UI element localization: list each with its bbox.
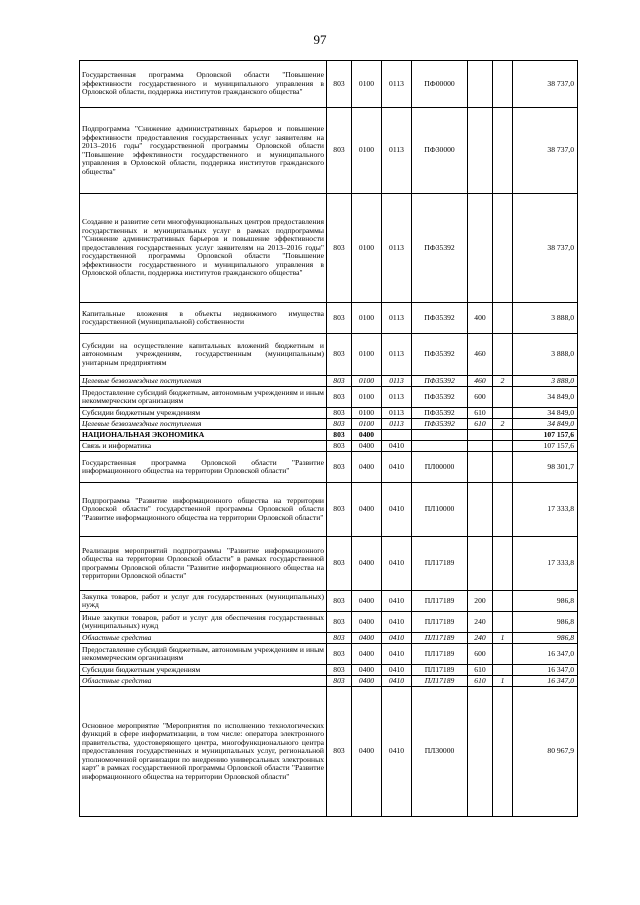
table-row [80, 419, 578, 430]
amount-cell: 107 157,6 [513, 430, 578, 441]
target-article-cell: ПЛ17189 [412, 633, 468, 644]
row-description: Субсидии бюджетным учреждениям [80, 408, 327, 419]
target-article-cell: ПФ35392 [412, 303, 468, 334]
subsection-code-cell: 0113 [382, 334, 412, 376]
subsection-code-cell: 0410 [382, 612, 412, 633]
amount-cell: 17 333,8 [513, 537, 578, 591]
table-row [80, 676, 578, 687]
table-row [80, 633, 578, 644]
section-code-cell: 0400 [352, 430, 382, 441]
source-cell [493, 483, 513, 537]
section-code-cell: 0100 [352, 419, 382, 430]
amount-cell: 34 849,0 [513, 387, 578, 408]
section-code-cell: 0100 [352, 194, 382, 303]
page-number: 97 [313, 32, 327, 47]
amount-cell: 986,8 [513, 591, 578, 612]
section-code-cell: 0400 [352, 644, 382, 665]
admin-code-cell: 803 [327, 452, 352, 483]
source-cell: 2 [493, 376, 513, 387]
amount-cell: 16 347,0 [513, 676, 578, 687]
row-description: Создание и развитие сети многофункциональных центров предоставления государственных и муниципальных услуг в рамках подпрограммы "Снижение административных барьеров и повышение эффективности предоставления государственных услуг заявителям на 2013–2016 годы" государственной программы Орловской области "Повышение эффективности государственного и муниципального управления в Орловской области, поддержка институтов гражданского общества" [80, 194, 327, 303]
target-article-cell: ПЛ17189 [412, 612, 468, 633]
row-description: Областные средства [80, 633, 327, 644]
amount-cell: 3 888,0 [513, 376, 578, 387]
row-description: Предоставление субсидий бюджетным, автономным учреждениям и иным некоммерческим организациям [80, 387, 327, 408]
section-code-cell: 0400 [352, 537, 382, 591]
source-cell: 1 [493, 676, 513, 687]
amount-cell: 3 888,0 [513, 334, 578, 376]
expense-type-cell [468, 194, 493, 303]
amount-cell: 16 347,0 [513, 665, 578, 676]
admin-code-cell: 803 [327, 387, 352, 408]
expense-type-cell: 610 [468, 676, 493, 687]
amount-cell: 34 849,0 [513, 408, 578, 419]
admin-code-cell: 803 [327, 441, 352, 452]
row-description: Государственная программа Орловской области "Развитие информационного общества на территории Орловской области" [80, 452, 327, 483]
table-row [80, 430, 578, 441]
section-code-cell: 0400 [352, 633, 382, 644]
target-article-cell [412, 430, 468, 441]
expense-type-cell: 240 [468, 612, 493, 633]
section-code-cell: 0100 [352, 334, 382, 376]
target-article-cell: ПФ35392 [412, 334, 468, 376]
admin-code-cell: 803 [327, 687, 352, 817]
source-cell [493, 108, 513, 194]
subsection-code-cell: 0410 [382, 687, 412, 817]
source-cell [493, 303, 513, 334]
table-row [80, 108, 578, 194]
section-code-cell: 0100 [352, 376, 382, 387]
source-cell [493, 687, 513, 817]
admin-code-cell: 803 [327, 303, 352, 334]
amount-cell: 986,8 [513, 633, 578, 644]
subsection-code-cell: 0113 [382, 61, 412, 108]
row-description: Целевые безвозмездные поступления [80, 376, 327, 387]
admin-code-cell: 803 [327, 537, 352, 591]
table-row [80, 303, 578, 334]
admin-code-cell: 803 [327, 483, 352, 537]
subsection-code-cell: 0410 [382, 441, 412, 452]
table-row [80, 483, 578, 537]
subsection-code-cell: 0113 [382, 387, 412, 408]
table-row [80, 387, 578, 408]
expense-type-cell [468, 687, 493, 817]
amount-cell: 17 333,8 [513, 483, 578, 537]
amount-cell: 3 888,0 [513, 303, 578, 334]
table-row [80, 376, 578, 387]
expense-type-cell [468, 441, 493, 452]
row-description: Основное мероприятие "Мероприятия по исполнению технологических функций в сфере информатизации, в том числе: оператора электронного правительства, удостоверяющего центра, многофункционального центра предоставления государственных и муниципальных услуг, региональной уполномоченной организации по внедрению универсальных электронных карт" в рамках государственной программы Орловской области "Развитие информационного общества на территории Орловской области" [80, 687, 327, 817]
amount-cell: 986,8 [513, 612, 578, 633]
section-code-cell: 0400 [352, 687, 382, 817]
amount-cell: 16 347,0 [513, 644, 578, 665]
section-code-cell: 0400 [352, 676, 382, 687]
amount-cell: 38 737,0 [513, 61, 578, 108]
expense-type-cell: 610 [468, 665, 493, 676]
admin-code-cell: 803 [327, 644, 352, 665]
source-cell [493, 194, 513, 303]
row-description: Подпрограмма "Развитие информационного общества на территории Орловской области" государственной программы Орловской области "Развитие информационного общества на территории Орловской области" [80, 483, 327, 537]
section-code-cell: 0100 [352, 408, 382, 419]
section-code-cell: 0400 [352, 452, 382, 483]
row-description: Субсидии на осуществление капитальных вложений бюджетным и автономным учреждениям, государственным (муниципальным) унитарным предприятиям [80, 334, 327, 376]
target-article-cell: ПФ35392 [412, 419, 468, 430]
source-cell [493, 334, 513, 376]
table-row [80, 452, 578, 483]
source-cell [493, 387, 513, 408]
subsection-code-cell: 0410 [382, 483, 412, 537]
section-code-cell: 0400 [352, 483, 382, 537]
source-cell [493, 452, 513, 483]
amount-cell: 107 157,6 [513, 441, 578, 452]
admin-code-cell: 803 [327, 612, 352, 633]
row-description: Государственная программа Орловской области "Повышение эффективности государственного и муниципального управления в Орловской области, поддержка институтов гражданского общества" [80, 61, 327, 108]
source-cell [493, 61, 513, 108]
target-article-cell: ПФ35392 [412, 194, 468, 303]
table-row [80, 61, 578, 108]
section-code-cell: 0100 [352, 303, 382, 334]
subsection-code-cell: 0410 [382, 644, 412, 665]
admin-code-cell: 803 [327, 334, 352, 376]
expense-type-cell [468, 452, 493, 483]
row-description: Областные средства [80, 676, 327, 687]
row-description: Субсидии бюджетным учреждениям [80, 665, 327, 676]
source-cell [493, 430, 513, 441]
target-article-cell: ПЛ17189 [412, 591, 468, 612]
target-article-cell [412, 441, 468, 452]
target-article-cell: ПЛ17189 [412, 676, 468, 687]
expense-type-cell: 610 [468, 408, 493, 419]
section-code-cell: 0400 [352, 591, 382, 612]
table-row [80, 441, 578, 452]
section-code-cell: 0100 [352, 387, 382, 408]
expense-type-cell: 610 [468, 419, 493, 430]
subsection-code-cell: 0113 [382, 376, 412, 387]
subsection-code-cell: 0410 [382, 537, 412, 591]
subsection-code-cell: 0113 [382, 419, 412, 430]
target-article-cell: ПЛ00000 [412, 452, 468, 483]
row-description: Связь и информатика [80, 441, 327, 452]
expense-type-cell [468, 61, 493, 108]
subsection-code-cell: 0410 [382, 676, 412, 687]
expense-type-cell [468, 483, 493, 537]
row-description: НАЦИОНАЛЬНАЯ ЭКОНОМИКА [80, 430, 327, 441]
target-article-cell: ПФ00000 [412, 61, 468, 108]
table-row [80, 612, 578, 633]
expense-type-cell [468, 108, 493, 194]
source-cell [493, 665, 513, 676]
row-description: Реализация мероприятий подпрограммы "Развитие информационного общества на территории Орловской области" в рамках государственной программы Орловской области "Развитие информационного общества на территории Орловской области" [80, 537, 327, 591]
admin-code-cell: 803 [327, 108, 352, 194]
row-description: Иные закупки товаров, работ и услуг для обеспечения государственных (муниципальных) нужд [80, 612, 327, 633]
admin-code-cell: 803 [327, 676, 352, 687]
source-cell [493, 441, 513, 452]
admin-code-cell: 803 [327, 591, 352, 612]
table-row [80, 334, 578, 376]
table-row [80, 537, 578, 591]
expense-type-cell: 200 [468, 591, 493, 612]
expense-type-cell: 400 [468, 303, 493, 334]
table-row [80, 644, 578, 665]
expense-type-cell [468, 430, 493, 441]
amount-cell: 34 849,0 [513, 419, 578, 430]
expense-type-cell: 460 [468, 334, 493, 376]
target-article-cell: ПФ30000 [412, 108, 468, 194]
expense-type-cell: 600 [468, 387, 493, 408]
subsection-code-cell [382, 430, 412, 441]
section-code-cell: 0400 [352, 665, 382, 676]
source-cell: 2 [493, 419, 513, 430]
target-article-cell: ПФ35392 [412, 408, 468, 419]
admin-code-cell: 803 [327, 430, 352, 441]
expense-type-cell: 240 [468, 633, 493, 644]
subsection-code-cell: 0113 [382, 108, 412, 194]
admin-code-cell: 803 [327, 633, 352, 644]
target-article-cell: ПЛ17189 [412, 665, 468, 676]
table-row [80, 194, 578, 303]
section-code-cell: 0100 [352, 108, 382, 194]
expense-type-cell: 460 [468, 376, 493, 387]
admin-code-cell: 803 [327, 376, 352, 387]
expense-type-cell [468, 537, 493, 591]
admin-code-cell: 803 [327, 61, 352, 108]
subsection-code-cell: 0410 [382, 452, 412, 483]
budget-table [79, 60, 578, 817]
subsection-code-cell: 0410 [382, 633, 412, 644]
section-code-cell: 0100 [352, 61, 382, 108]
table-row [80, 665, 578, 676]
subsection-code-cell: 0113 [382, 303, 412, 334]
source-cell: 1 [493, 633, 513, 644]
subsection-code-cell: 0410 [382, 665, 412, 676]
expense-type-cell: 600 [468, 644, 493, 665]
row-description: Предоставление субсидий бюджетным, автономным учреждениям и иным некоммерческим организациям [80, 644, 327, 665]
amount-cell: 38 737,0 [513, 108, 578, 194]
table-row [80, 687, 578, 817]
section-code-cell: 0400 [352, 441, 382, 452]
source-cell [493, 644, 513, 665]
section-code-cell: 0400 [352, 612, 382, 633]
target-article-cell: ПЛ30000 [412, 687, 468, 817]
target-article-cell: ПФ35392 [412, 376, 468, 387]
subsection-code-cell: 0410 [382, 591, 412, 612]
target-article-cell: ПЛ17189 [412, 644, 468, 665]
admin-code-cell: 803 [327, 419, 352, 430]
table-row [80, 591, 578, 612]
table-row [80, 408, 578, 419]
amount-cell: 98 301,7 [513, 452, 578, 483]
row-description: Целевые безвозмездные поступления [80, 419, 327, 430]
source-cell [493, 612, 513, 633]
target-article-cell: ПЛ17189 [412, 537, 468, 591]
amount-cell: 80 967,9 [513, 687, 578, 817]
target-article-cell: ПЛ10000 [412, 483, 468, 537]
amount-cell: 38 737,0 [513, 194, 578, 303]
admin-code-cell: 803 [327, 194, 352, 303]
source-cell [493, 408, 513, 419]
admin-code-cell: 803 [327, 665, 352, 676]
admin-code-cell: 803 [327, 408, 352, 419]
row-description: Закупка товаров, работ и услуг для государственных (муниципальных) нужд [80, 591, 327, 612]
subsection-code-cell: 0113 [382, 408, 412, 419]
source-cell [493, 591, 513, 612]
target-article-cell: ПФ35392 [412, 387, 468, 408]
subsection-code-cell: 0113 [382, 194, 412, 303]
row-description: Подпрограмма "Снижение административных барьеров и повышение эффективности предоставления государственных услуг заявителям на 2013–2016 годы" государственной программы Орловской области "Повышение эффективности государственного и муниципального управления в Орловской области, поддержка институтов гражданского общества" [80, 108, 327, 194]
source-cell [493, 537, 513, 591]
row-description: Капитальные вложения в объекты недвижимого имущества государственной (муниципальной) собственности [80, 303, 327, 334]
